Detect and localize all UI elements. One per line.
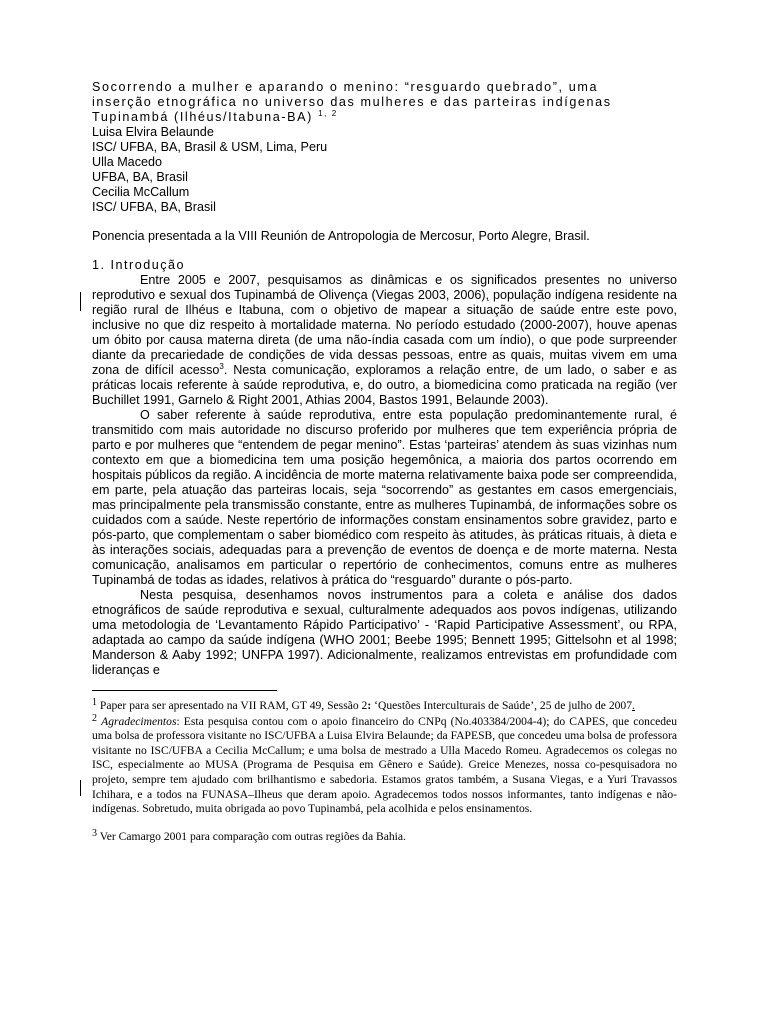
footnote-text: ‘Questões Interculturais de Saúde’, 25 de julho de 2007 xyxy=(371,699,633,712)
tracked-change-mark: , xyxy=(485,288,490,302)
footnote-number: 1 xyxy=(92,697,97,708)
author-block xyxy=(92,125,677,215)
footnote xyxy=(92,699,677,714)
author-line: Luisa Elvira Belaunde xyxy=(92,125,214,139)
title-line xyxy=(92,110,677,125)
footnote-text: : Esta pesquisa contou com o apoio financeiro do CNPq (No.403384/2004-4); do CAPES, que concedeu uma bolsa de professora visitante no ISC/UFBA a Luisa Elvira Belaunde; da FAPESB, que concedeu uma bolsa de professora visitante no ISC/UFBA a Cecilia McCallum; e uma bolsa de mestrado a Ulla Macedo Romeu. Agradecemos os colegas no ISC, especialmente ao MUSA (Programa de Pesquisa em Gênero e Saúde). Greice Menezes, nossa co-pesquisadora no projeto, sempre tem ajudado com brilhantismo e sabedoria. Estamos gratos também, a Susana Viegas, e a Yuri Travassos Ichihara, e a todos na FUNASA–Ilheus que deram apoio. Agradecemos todos nossos informantes, tanto indígenas e não-indígenas. Sobretudo, muita obrigada ao povo Tupinambá, pela acolhida e pelos ensinamentos. xyxy=(92,714,677,816)
title-line: Socorrendo a mulher e aparando o menino: “resguardo quebrado”, uma xyxy=(92,80,599,94)
change-bar xyxy=(80,292,81,311)
author-line: ISC/ UFBA, BA, Brasil xyxy=(92,200,216,214)
author-line: UFBA, BA, Brasil xyxy=(92,170,188,184)
footnote-number: 3 xyxy=(92,827,97,839)
footnote xyxy=(92,827,677,845)
change-bar xyxy=(80,780,81,796)
footnote-label: Agradecimentos xyxy=(101,714,177,728)
author-line: Cecilia McCallum xyxy=(92,185,190,199)
title-line-text: Tupinambá (Ilhéus/Itabuna-BA) xyxy=(92,110,313,124)
tracked-change-mark: . xyxy=(632,699,635,712)
footnote-number: 2 xyxy=(92,712,97,724)
footnote-divider xyxy=(92,690,277,691)
paragraph-text: população indígena residente na região rural de Ilhéus e Itabuna, com o objetivo de mapear a situação de saúde entre este povo, inclusive no que diz respeito à mortalidade materna. No período estudado (2000-2007), houve apenas um óbito por causa materna direta (de uma não-índia casada com um índio), o que pode surpreender diante da precariedade de condições de vida dessas pessoas, entre as quais, muitas vivem em uma zona de difícil acesso xyxy=(92,288,677,377)
paragraph-text: . Nesta comunicação, exploramos a relação entre, de um lado, o saber e as práticas locais referente à saúde reprodutiva, e, do outro, a biomedicina como praticada na região (ver Buchillet 1991, Garnelo & Right 2001, Athias 2004, Bastos 1991, Belaunde 2003). xyxy=(92,363,677,407)
title-line: inserção etnográfica no universo das mulheres e das parteiras indígenas xyxy=(92,95,612,109)
paragraph-text: Entre 2005 e 2007, pesquisamos as dinâmicas e os significados presentes no universo reprodutivo e sexual dos Tupinambá de Olivença (Viegas 2003, 2006) xyxy=(92,273,677,302)
footnote-ref: 3 xyxy=(219,362,224,371)
document-page xyxy=(92,80,677,845)
title-footnote-refs: 1, 2 xyxy=(318,109,338,118)
ponencia-note: Ponencia presentada a la VIII Reunión de Antropologia de Mercosur, Porto Alegre, Brasil. xyxy=(92,229,590,243)
paragraph: O saber referente à saúde reprodutiva, entre esta população predominantemente rural, é transmitido com mais autoridade no discurso proferido por mulheres que tem experiência própria de parto e por mulheres que “entendem de pegar menino”. Estas ‘parteiras’ atendem às suas vizinhas num contexto em que a biomedicina tem uma posição hegemônica, a maioria dos partos ocorrendo em hospitais públicos da região. A incidência de morte materna relativamente baixa pode ser compreendida, em parte, pela atuação das parteiras locais, seja “socorrendo” as gestantes em casos emergenciais, mas principalmente pela transmissão constante, entre as mulheres Tupinambá, de informações sobre os cuidados com a saúde. Neste repertório de informações constam ensinamentos sobre gravidez, parto e pós-parto, que complementam o saber biomédico com respeito às atitudes, às práticas rituais, à dieta e às interações sociais, adequadas para a prevenção de eventos de doença e de morte materna. Nesta comunicação, analisamos em particular o repertório de conhecimentos, comuns entre as mulheres Tupinambá de todas as idades, relativos à prática do “resguardo” durante o pós-parto. xyxy=(92,408,677,587)
footnotes xyxy=(92,699,677,844)
paragraph: Nesta pesquisa, desenhamos novos instrumentos para a coleta e análise dos dados etnográficos de saúde reprodutiva e sexual, culturalmente adequados aos povos indígenas, utilizando uma metodologia de ‘Levantamento Rápido Participativo’ - ‘Rapid Participative Assessment’, ou RPA, adaptada ao campo da saúde indígena (WHO 2001; Beebe 1995; Bennett 1995; Gittelsohn et al 1998; Manderson & Aaby 1992; UNFPA 1997). Adicionalmente, realizamos entrevistas em profundidade com lideranças e xyxy=(92,588,677,677)
footnote-text: Paper para ser apresentado na VII RAM, GT 49, Sessão 2 xyxy=(97,699,368,712)
author-line: ISC/ UFBA, BA, Brasil & USM, Lima, Peru xyxy=(92,140,328,154)
footnote xyxy=(92,712,677,817)
document-title xyxy=(92,80,677,125)
paragraph xyxy=(92,273,677,408)
author-line: Ulla Macedo xyxy=(92,155,162,169)
section-heading: 1. Introdução xyxy=(92,258,186,272)
footnote-text: Ver Camargo 2001 para comparação com outras regiões da Bahia. xyxy=(97,829,406,843)
footnote-text: : xyxy=(367,699,372,712)
